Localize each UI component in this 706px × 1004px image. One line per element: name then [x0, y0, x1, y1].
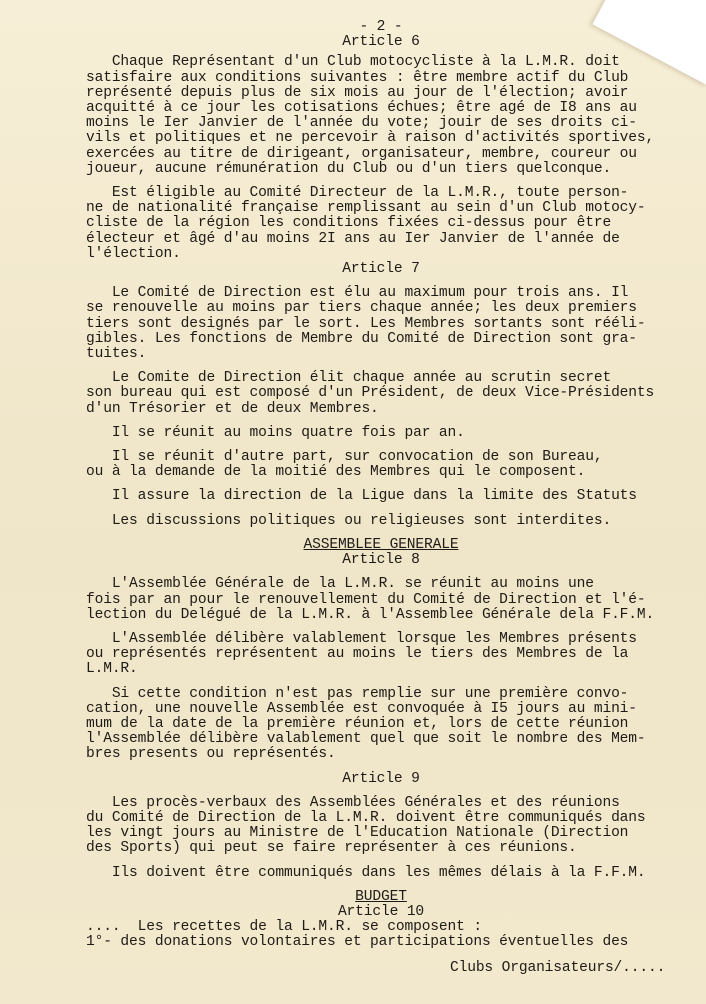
- article-6-title: Article 6: [342, 34, 420, 51]
- article-6-paragraph-2: Est éligible au Comité Directeur de la L.M.R., toute person- ne de nationalité française remplissant au sein d'un Club motocy- cliste de la région les conditions fixées ci-dessus pour être électeur et âgé d'au moins 2I ans au Ier Janvier de l'année de l'élection.: [86, 185, 646, 262]
- article-7-paragraph-5: Il assure la direction de la Ligue dans la limite des Statuts: [86, 488, 637, 505]
- article-7-paragraph-4: Il se réunit d'autre part, sur convocation de son Bureau, ou à la demande de la moitié des Membres qui le composent.: [86, 449, 603, 481]
- article-8-paragraph-1: L'Assemblée Générale de la L.M.R. se réunit au moins une fois par an pour le renouvellement du Comité de Direction et l'é- lection du Delégué de la L.M.R. à l'Assemblee Générale dela F.F.M.: [86, 576, 655, 623]
- continuation-catchword: Clubs Organisateurs/.....: [450, 959, 666, 976]
- article-10-text: .... Les recettes de la L.M.R. se composent : 1°- des donations volontaires et participations éventuelles des: [86, 919, 629, 951]
- article-7-paragraph-3: Il se réunit au moins quatre fois par an.: [86, 424, 465, 441]
- article-8-paragraph-2: L'Assemblée délibère valablement lorsque les Membres présents ou représentés représentent au moins le tiers des Membres de la L.M.R.: [86, 630, 637, 678]
- article-9-paragraph-1: Les procès-verbaux des Assemblées Générales et des réunions du Comité de Direction de la L.M.R. doivent être communiqués dans les vingt jours au Ministre de l'Education Nationale (Direction des Sports) qui peut se faire représenter à ces réunions.: [86, 794, 646, 857]
- article-9-paragraph-2: Ils doivent être communiqués dans les mêmes délais à la F.F.M.: [86, 864, 646, 881]
- document-body: [86, 20, 676, 976]
- page-number: - 2 -: [359, 19, 403, 35]
- article-7-title: Article 7: [342, 261, 420, 278]
- article-8-title: Article 8: [342, 552, 420, 569]
- article-6-paragraph-1: Chaque Représentant d'un Club motocycliste à la L.M.R. doit satisfaire aux conditions suivantes : être membre actif du Club représenté depuis plus de six mois au jour de l'élection; avoir acquitté à ce jour les cotisations échues; être agé de I8 ans au moins le Ier Janvier de l'année du vote; jouir de ses droits ci- vils et politiques et ne percevoir à raison d'activités sportives, exercées au titre de dirigeant, organisateur, membre, coureur ou joueur, aucune rémunération du Club ou d'un tiers quelconque.: [86, 54, 655, 177]
- assemblee-generale-heading: ASSEMBLEE GENERALE: [303, 536, 459, 553]
- article-9-title: Article 9: [342, 770, 420, 787]
- article-10-title: Article 10: [337, 903, 425, 920]
- article-7-paragraph-1: Le Comité de Direction est élu au maximum pour trois ans. Il se renouvelle au moins par tiers chaque année; les deux premiers tiers sont designés par le sort. Les Membres sortants sont rééli- gibles. Les fonctions de Membre du Comité de Direction sont gra- tuites.: [86, 285, 646, 363]
- article-8-paragraph-3: Si cette condition n'est pas remplie sur une première convo- cation, une nouvelle Assemblée est convoquée à I5 jours au mini- mum de la date de la première réunion et, lors de cette réunion l'Assemblée délibère valablement quel que soit le nombre des Mem- bres presents ou représentés.: [86, 685, 646, 763]
- article-7-paragraph-6: Les discussions politiques ou religieuses sont interdites.: [86, 512, 612, 529]
- article-7-paragraph-2: Le Comite de Direction élit chaque année au scrutin secret son bureau qui est composé d'un Président, de deux Vice-Présidents d'un Trésorier et de deux Membres.: [86, 370, 655, 417]
- budget-heading: BUDGET: [355, 888, 407, 905]
